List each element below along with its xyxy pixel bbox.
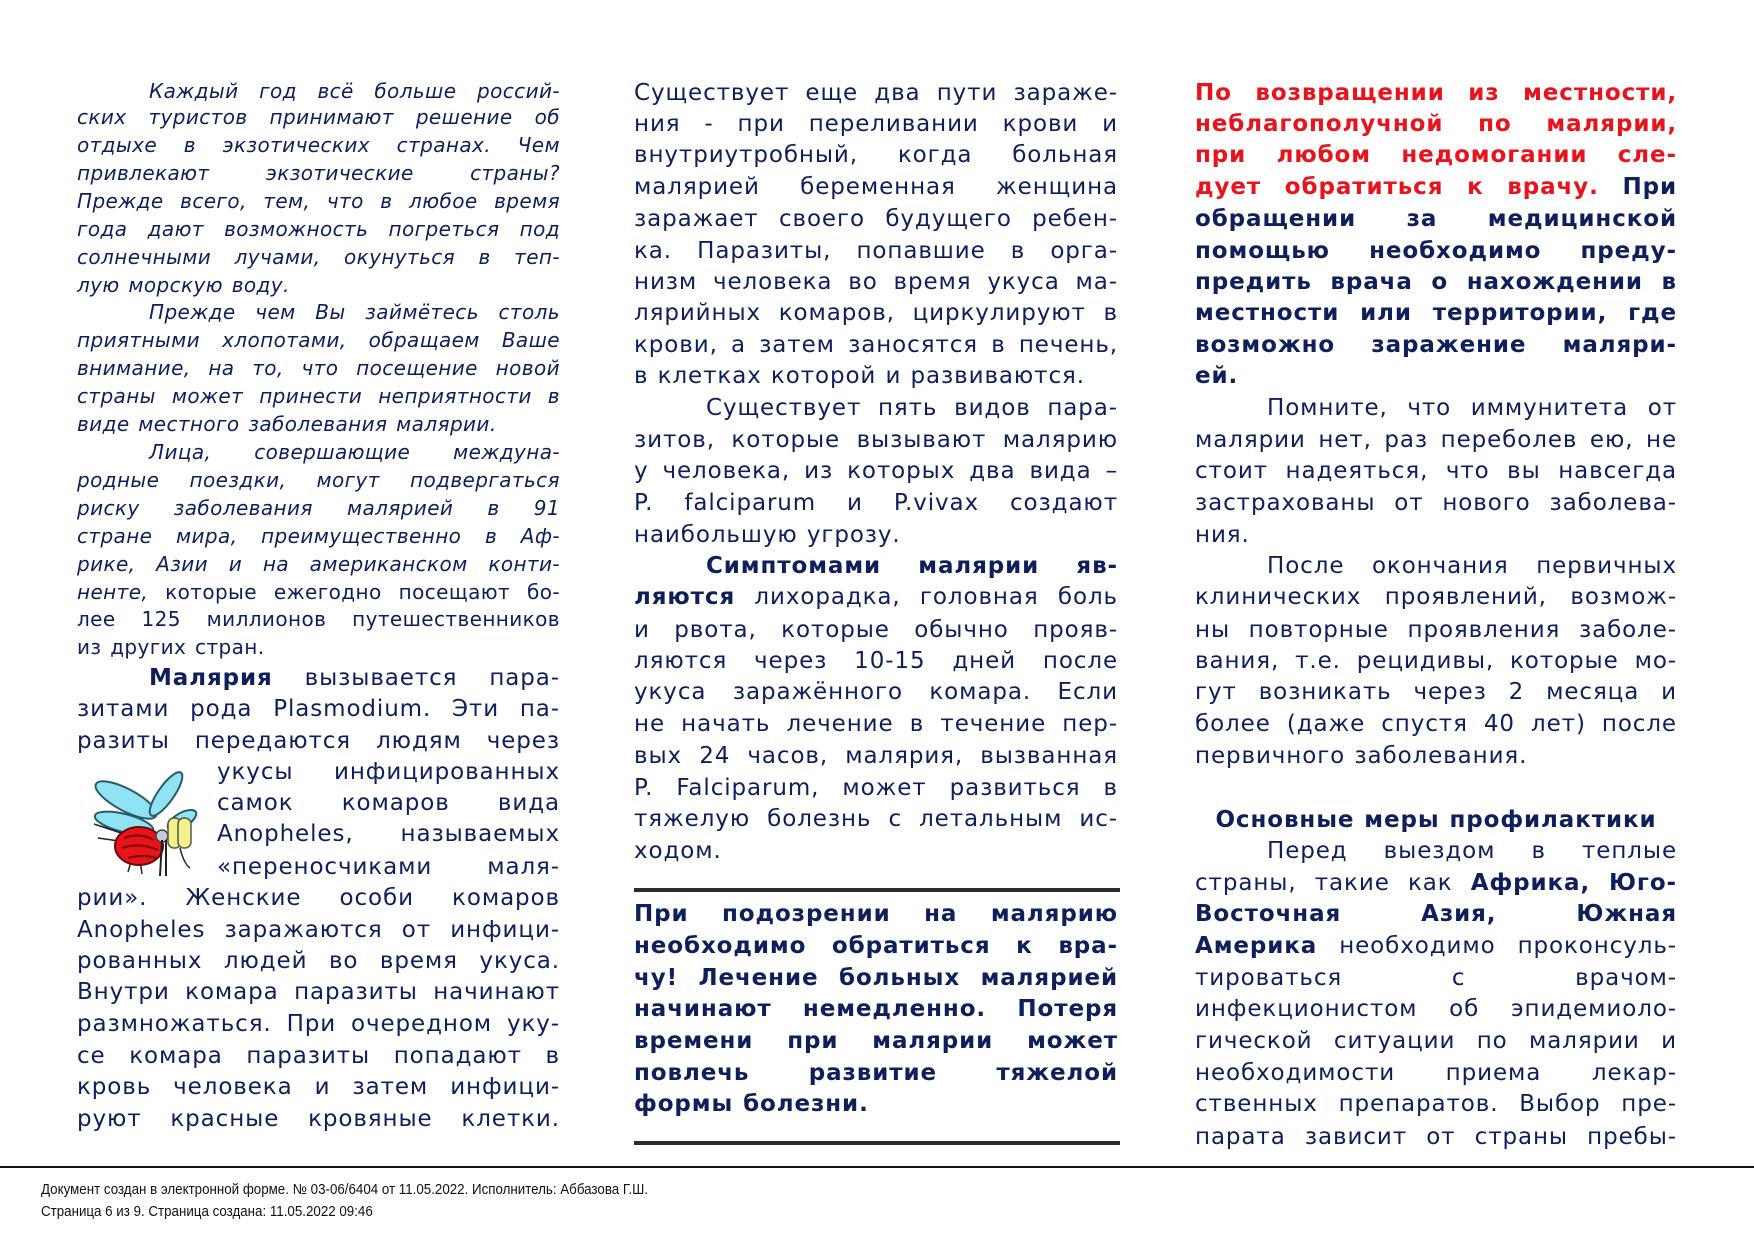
- prevention-paragraph-line: [1195, 930, 1677, 962]
- immunity-paragraph-line: [1195, 455, 1677, 487]
- text-span: не начать лечение в течение пер-: [634, 711, 1118, 737]
- text-span: рике, Азии и на американском конти-: [77, 552, 560, 576]
- text-span: Прежде всего, тем, что в любое время: [77, 189, 560, 213]
- transmission-paragraph-line: [634, 329, 1118, 361]
- text-span: кровь человека и затем инфици-: [77, 1074, 560, 1100]
- intro-paragraph-line: [77, 77, 560, 105]
- transmission-paragraph-line: [634, 519, 1118, 551]
- text-span: Перед выездом в теплые: [1267, 838, 1677, 864]
- region-term: Восточная Азия, Южная: [1195, 901, 1677, 927]
- text-span: приятными хлопотами, обращаем Ваше: [77, 328, 560, 352]
- mosquito-icon: [84, 768, 208, 876]
- symptoms-paragraph-line: [634, 645, 1118, 677]
- intro-paragraph-line: [77, 354, 560, 382]
- text-span: ния.: [1195, 522, 1250, 548]
- text-span: рии». Женские особи комаров: [77, 885, 560, 911]
- intro-paragraph-line: [77, 103, 560, 131]
- text-span: После окончания первичных: [1267, 553, 1677, 579]
- intro-paragraph-line: [77, 550, 560, 578]
- warning-line: [1195, 329, 1677, 361]
- prevention-paragraph-line: [1195, 993, 1677, 1025]
- text-span: вызывается пара-: [272, 665, 560, 691]
- text-span: Прежде чем Вы займётесь столь: [149, 300, 560, 324]
- text-span: из других стран.: [77, 635, 265, 659]
- transmission-paragraph-line: [634, 392, 1118, 424]
- transmission-paragraph-line: [634, 455, 1118, 487]
- symptoms-paragraph-line: [634, 708, 1118, 740]
- text-span: начинают немедленно. Потеря: [634, 996, 1118, 1022]
- malaria-paragraph-line: [77, 945, 560, 977]
- text-span: внимание, на то, что посещение новой: [77, 356, 560, 380]
- intro-paragraph-line: [77, 243, 560, 271]
- text-span: При: [1598, 174, 1678, 200]
- text-span: формы болезни.: [634, 1091, 869, 1117]
- text-span: местности или территории, где: [1195, 300, 1677, 326]
- text-span: клинических проявлений, возмож-: [1195, 584, 1677, 610]
- malaria-term: Малярия: [149, 665, 273, 691]
- transmission-paragraph-line: [634, 424, 1118, 456]
- text-span: Существует пять видов пара-: [706, 395, 1118, 421]
- transmission-paragraph-line: [634, 108, 1118, 140]
- malaria-paragraph-line: [77, 1040, 560, 1072]
- text-span: помощью необходимо преду-: [1195, 238, 1677, 264]
- malaria-paragraph-line: [77, 1071, 560, 1103]
- callout-line: [634, 962, 1118, 994]
- warning-span: дует обратиться к врачу.: [1195, 174, 1599, 200]
- prevention-paragraph-line: [1195, 898, 1677, 930]
- callout-line: [634, 930, 1118, 962]
- symptoms-term: ляются: [634, 584, 736, 610]
- text-span: парата зависит от страны пребы-: [1195, 1124, 1677, 1150]
- text-span: отдыхе в экзотических странах. Чем: [77, 133, 560, 157]
- warning-line: [1195, 266, 1677, 298]
- malaria-paragraph-line: [217, 787, 560, 819]
- intro-paragraph-line: [77, 633, 560, 661]
- malaria-paragraph-line: [77, 882, 560, 914]
- text-span: повлечь развитие тяжелой: [634, 1060, 1118, 1086]
- text-span: у человека, из которых два вида –: [634, 458, 1118, 484]
- prevention-paragraph-line: [1195, 1025, 1677, 1057]
- intro-paragraph-line: [77, 271, 560, 299]
- transmission-paragraph-line: [634, 360, 1118, 392]
- transmission-paragraph-line: [634, 139, 1118, 171]
- warning-line: [1195, 77, 1677, 109]
- text-span: необходимо обратиться к вра-: [634, 933, 1118, 959]
- warning-line: [1195, 108, 1677, 140]
- text-span: крови, а затем заносятся в печень,: [634, 332, 1118, 358]
- text-span: самок комаров вида: [217, 790, 560, 816]
- text-span: укусы инфицированных: [217, 759, 560, 785]
- relapse-paragraph-line: [1195, 581, 1677, 613]
- text-span: руют красные кровяные клетки.: [77, 1106, 560, 1132]
- text-span: заражает своего будущего ребен-: [634, 206, 1118, 232]
- callout-line: [634, 1025, 1118, 1057]
- text-span: неблагополучной по малярии,: [1195, 111, 1677, 137]
- text-span: P. Falciparum, может развиться в: [634, 775, 1118, 801]
- text-span: солнечными лучами, окунуться в теп-: [77, 245, 560, 269]
- text-span: лихорадка, головная боль: [735, 584, 1118, 610]
- intro-paragraph-line: [77, 187, 560, 215]
- text-span: рованных людей во время укуса.: [77, 948, 560, 974]
- footer-document-info: Документ создан в электронной форме. № 03-06/6404 от 11.05.2022. Исполнитель: Аббазова Г.Ш.: [41, 1182, 649, 1198]
- text-span: вания, т.е. рецидивы, которые мо-: [1195, 648, 1677, 674]
- text-span: тироваться с врачом-: [1195, 965, 1677, 991]
- immunity-paragraph-line: [1195, 487, 1677, 519]
- text-span: Основные меры профилактики: [1215, 807, 1657, 833]
- text-span: вых 24 часов, малярия, вызванная: [634, 743, 1118, 769]
- immunity-paragraph-line: [1195, 424, 1677, 456]
- warning-line: [1195, 235, 1677, 267]
- italic-span: ненте,: [77, 580, 149, 604]
- prevention-paragraph-line: [1195, 1121, 1677, 1153]
- prevention-paragraph-line: [1195, 962, 1677, 994]
- text-span: родные поездки, могут подвергаться: [77, 468, 560, 492]
- malaria-paragraph-line: [77, 662, 560, 694]
- text-span: риску заболевания малярией в 91: [77, 496, 560, 520]
- text-span: первичного заболевания.: [1195, 743, 1528, 769]
- transmission-paragraph-line: [634, 77, 1118, 109]
- malaria-paragraph-line: [217, 756, 560, 788]
- prevention-paragraph-line: [1195, 1057, 1677, 1089]
- symptoms-paragraph-line: [634, 581, 1118, 613]
- relapse-paragraph-line: [1195, 676, 1677, 708]
- region-term: Африка, Юго-: [1470, 870, 1677, 896]
- text-span: гут возникать через 2 месяца и: [1195, 679, 1677, 705]
- prevention-paragraph-line: [1195, 867, 1677, 899]
- text-span: внутриутробный, когда больная: [634, 142, 1118, 168]
- intro-paragraph-line: [77, 438, 560, 466]
- text-span: Существует еще два пути зараже-: [634, 80, 1118, 106]
- symptoms-paragraph-line: [634, 803, 1118, 835]
- warning-line: [1195, 139, 1677, 171]
- callout-line: [634, 1057, 1118, 1089]
- symptoms-term: Симптомами малярии яв-: [706, 553, 1118, 579]
- relapse-paragraph-line: [1195, 550, 1677, 582]
- relapse-paragraph-line: [1195, 708, 1677, 740]
- prevention-paragraph-line: [1195, 1088, 1677, 1120]
- symptoms-paragraph-line: [634, 740, 1118, 772]
- text-span: инфекционистом об эпидемиоло-: [1195, 996, 1677, 1022]
- malaria-paragraph-line: [77, 693, 560, 725]
- intro-paragraph-line: [77, 215, 560, 243]
- text-span: размножаться. При очередном уку-: [77, 1011, 560, 1037]
- immunity-paragraph-line: [1195, 392, 1677, 424]
- warning-line: [1195, 360, 1677, 392]
- malaria-paragraph-line: [77, 1103, 560, 1135]
- text-span: лую морскую воду.: [77, 273, 290, 297]
- text-span: ственных препаратов. Выбор пре-: [1195, 1091, 1677, 1117]
- text-span: необходимо проконсуль-: [1317, 933, 1677, 959]
- warning-line: [1195, 171, 1677, 203]
- intro-paragraph-line: [77, 410, 560, 438]
- text-span: ляются через 10-15 дней после: [634, 648, 1118, 674]
- footer-page-info: Страница 6 из 9. Страница создана: 11.05.2022 09:46: [41, 1204, 373, 1220]
- malaria-paragraph-line: [77, 1008, 560, 1040]
- callout-line: [634, 898, 1118, 930]
- transmission-paragraph-line: [634, 297, 1118, 329]
- text-span: Внутри комара паразиты начинают: [77, 979, 560, 1005]
- transmission-paragraph-line: [634, 235, 1118, 267]
- transmission-paragraph-line: [634, 203, 1118, 235]
- warning-line: [1195, 297, 1677, 329]
- text-span: страны может принести неприятности в: [77, 384, 560, 408]
- intro-paragraph-line: [77, 522, 560, 550]
- symptoms-paragraph-line: [634, 550, 1118, 582]
- malaria-paragraph-line: [217, 818, 560, 850]
- text-span: P. falciparum и P.vivax создают: [634, 490, 1118, 516]
- text-span: времени при малярии может: [634, 1028, 1118, 1054]
- footer-divider: [0, 1166, 1754, 1168]
- text-span: обращении за медицинской: [1195, 206, 1677, 232]
- relapse-paragraph-line: [1195, 740, 1677, 772]
- callout-bottom-rule: [634, 1141, 1120, 1145]
- text-span: предить врача о нахождении в: [1195, 269, 1677, 295]
- text-span: ка. Паразиты, попавшие в орга-: [634, 238, 1118, 264]
- text-span: По возвращении из местности,: [1195, 80, 1677, 106]
- callout-line: [634, 1088, 1118, 1120]
- intro-paragraph-line: [77, 605, 560, 633]
- text-span: малярией беременная женщина: [634, 174, 1118, 200]
- transmission-paragraph-line: [634, 266, 1118, 298]
- regular-span: которые ежегодно посещают бо-: [148, 580, 560, 604]
- text-span: укуса заражённого комара. Если: [634, 679, 1118, 705]
- prevention-paragraph-line: [1195, 835, 1677, 867]
- warning-line: [1195, 203, 1677, 235]
- text-span: «переносчиками маля-: [217, 854, 560, 880]
- text-span: при любом недомогании сле-: [1195, 142, 1677, 168]
- text-span: Anopheles, называемых: [217, 821, 560, 847]
- malaria-paragraph-line: [77, 976, 560, 1008]
- text-span: более (даже спустя 40 лет) после: [1195, 711, 1677, 737]
- text-span: Каждый год всё больше россий-: [149, 79, 560, 103]
- intro-paragraph-line: [77, 159, 560, 187]
- text-span: гической ситуации по малярии и: [1195, 1028, 1677, 1054]
- text-span: стоит надеяться, что вы навсегда: [1195, 458, 1677, 484]
- intro-paragraph-line: [77, 326, 560, 354]
- intro-paragraph-line: [77, 382, 560, 410]
- symptoms-paragraph-line: [634, 614, 1118, 646]
- text-span: тяжелую болезнь с летальным ис-: [634, 806, 1118, 832]
- symptoms-paragraph-line: [634, 676, 1118, 708]
- immunity-paragraph-line: [1195, 519, 1677, 551]
- text-span: привлекают экзотические страны?: [77, 161, 560, 185]
- text-span: наибольшую угрозу.: [634, 522, 901, 548]
- text-span: в клетках которой и развиваются.: [634, 363, 1085, 389]
- text-span: ей.: [1195, 363, 1239, 389]
- callout-line: [634, 993, 1118, 1025]
- text-span: застрахованы от нового заболева-: [1195, 490, 1677, 516]
- text-span: и рвота, которые обычно прояв-: [634, 617, 1118, 643]
- intro-paragraph-line: [77, 494, 560, 522]
- malaria-paragraph-line: [77, 914, 560, 946]
- region-term: Америка: [1195, 933, 1318, 959]
- transmission-paragraph-line: [634, 171, 1118, 203]
- text-span: года дают возможность погреться под: [77, 217, 560, 241]
- text-span: При подозрении на малярию: [634, 901, 1118, 927]
- text-span: лярийных комаров, циркулируют в: [634, 300, 1118, 326]
- text-span: необходимости приема лекар-: [1195, 1060, 1677, 1086]
- intro-paragraph-line: [77, 466, 560, 494]
- malaria-paragraph-line: [77, 725, 560, 757]
- text-span: зитами рода Plasmodium. Эти па-: [77, 696, 560, 722]
- symptoms-paragraph-line: [634, 835, 1118, 867]
- text-span: Помните, что иммунитета от: [1267, 395, 1677, 421]
- intro-paragraph-line: [77, 578, 560, 606]
- text-span: зитов, которые вызывают малярию: [634, 427, 1118, 453]
- text-span: страны, такие как: [1195, 870, 1471, 896]
- text-span: ходом.: [634, 838, 722, 864]
- relapse-paragraph-line: [1195, 614, 1677, 646]
- text-span: се комара паразиты попадают в: [77, 1043, 560, 1069]
- text-span: лее 125 миллионов путешественников: [77, 607, 560, 631]
- text-span: ны повторные проявления заболе-: [1195, 617, 1677, 643]
- relapse-paragraph-line: [1195, 645, 1677, 677]
- malaria-paragraph-line: [217, 851, 560, 883]
- text-span: малярии нет, раз переболев ею, не: [1195, 427, 1677, 453]
- text-span: возможно заражение маляри-: [1195, 332, 1677, 358]
- prevention-heading: [1195, 804, 1677, 836]
- text-span: ния - при переливании крови и: [634, 111, 1118, 137]
- text-span: стране мира, преимущественно в Аф-: [77, 524, 560, 548]
- symptoms-paragraph-line: [634, 772, 1118, 804]
- text-span: Anopheles заражаются от инфици-: [77, 917, 560, 943]
- text-span: разиты передаются людям через: [77, 728, 560, 754]
- text-span: низм человека во время укуса ма-: [634, 269, 1118, 295]
- text-span: виде местного заболевания малярии.: [77, 412, 497, 436]
- transmission-paragraph-line: [634, 487, 1118, 519]
- text-span: Лица, совершающие междуна-: [149, 440, 560, 464]
- callout-top-rule: [634, 888, 1120, 892]
- text-span: ских туристов принимают решение об: [77, 105, 560, 129]
- intro-paragraph-line: [77, 298, 560, 326]
- intro-paragraph-line: [77, 131, 560, 159]
- text-span: чу! Лечение больных малярией: [634, 965, 1118, 991]
